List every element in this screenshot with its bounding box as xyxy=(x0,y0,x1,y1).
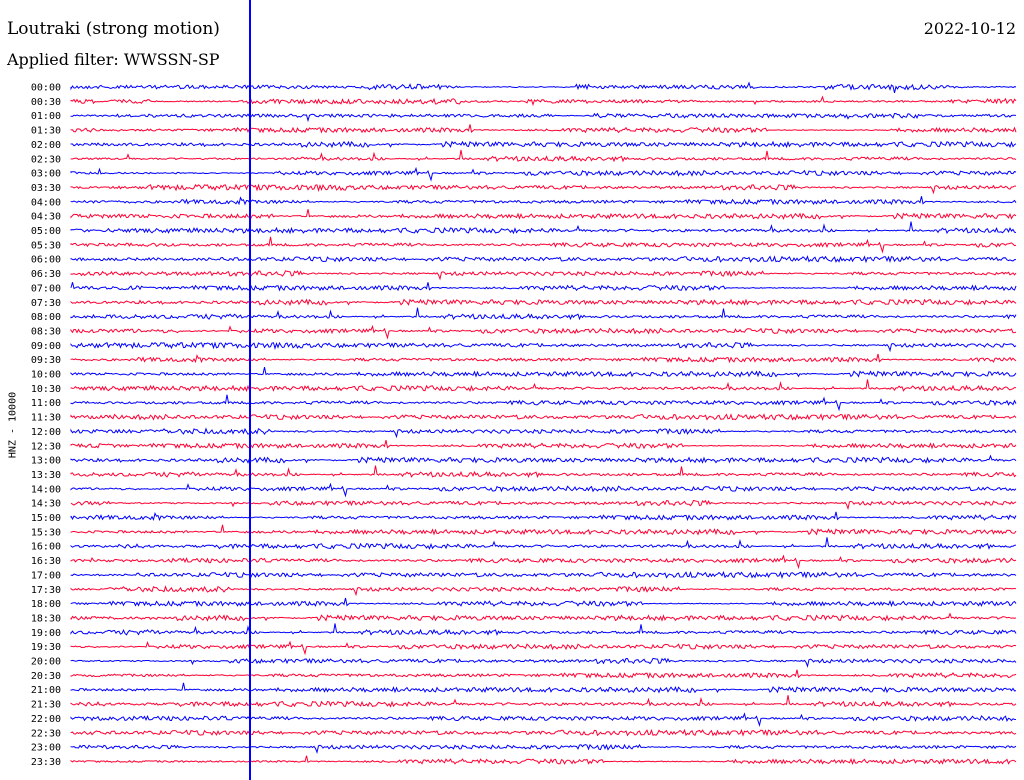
time-label: 01:00 xyxy=(30,111,61,123)
time-label: 20:30 xyxy=(30,670,61,682)
time-label: 11:00 xyxy=(30,398,61,410)
time-label: 23:30 xyxy=(30,756,61,768)
time-label: 23:00 xyxy=(30,742,61,754)
trace-line xyxy=(71,343,1016,351)
time-label: 07:30 xyxy=(30,297,61,309)
time-label: 00:00 xyxy=(30,82,61,94)
time-label: 10:30 xyxy=(30,383,61,395)
time-label: 12:00 xyxy=(30,426,61,438)
trace-line xyxy=(71,745,1016,753)
time-label: 02:00 xyxy=(30,139,61,151)
time-label: 04:00 xyxy=(30,197,61,209)
trace-line xyxy=(71,395,1016,410)
time-label: 07:00 xyxy=(30,283,61,295)
trace-line xyxy=(71,415,1016,420)
time-label: 22:00 xyxy=(30,713,61,725)
trace-line xyxy=(71,658,1016,666)
channel-label: HNZ - 10000 xyxy=(7,391,19,459)
trace-line xyxy=(71,501,1016,509)
trace-line xyxy=(71,380,1016,391)
trace-line xyxy=(71,271,1016,279)
time-label: 08:30 xyxy=(30,326,61,338)
trace-line xyxy=(71,237,1016,252)
trace-line xyxy=(71,512,1016,520)
trace-line xyxy=(71,642,1016,653)
time-label: 01:30 xyxy=(30,125,61,137)
time-label: 09:00 xyxy=(30,340,61,352)
time-label: 06:30 xyxy=(30,269,61,281)
trace-line xyxy=(71,456,1016,463)
time-label: 06:00 xyxy=(30,254,61,266)
trace-line xyxy=(71,185,1016,193)
time-label: 02:30 xyxy=(30,154,61,166)
trace-line xyxy=(71,150,1016,161)
trace-line xyxy=(71,83,1016,93)
trace-line xyxy=(71,756,1016,764)
trace-line xyxy=(71,429,1016,437)
time-label: 09:30 xyxy=(30,355,61,367)
time-label: 04:30 xyxy=(30,211,61,223)
trace-line xyxy=(71,124,1016,132)
date-label: 2022-10-12 xyxy=(923,19,1016,38)
trace-line xyxy=(71,714,1016,725)
time-label: 03:00 xyxy=(30,168,61,180)
trace-line xyxy=(71,598,1016,606)
time-label: 11:30 xyxy=(30,412,61,424)
trace-line xyxy=(71,466,1016,477)
time-label: 17:30 xyxy=(30,584,61,596)
time-label: 19:00 xyxy=(30,627,61,639)
filter-label: Applied filter: WWSSN-SP xyxy=(7,50,220,69)
trace-line xyxy=(71,367,1016,376)
trace-line xyxy=(71,142,1016,147)
trace-line xyxy=(71,572,1016,577)
time-label: 22:30 xyxy=(30,728,61,740)
trace-line xyxy=(71,97,1016,105)
time-label: 14:30 xyxy=(30,498,61,510)
trace-line xyxy=(71,209,1016,219)
time-label: 12:30 xyxy=(30,441,61,453)
time-label: 13:00 xyxy=(30,455,61,467)
trace-line xyxy=(71,257,1016,262)
time-label: 17:00 xyxy=(30,570,61,582)
trace-line xyxy=(71,308,1016,319)
time-label: 16:30 xyxy=(30,556,61,568)
trace-line xyxy=(71,614,1016,621)
time-label: 15:30 xyxy=(30,527,61,539)
time-label: 10:00 xyxy=(30,369,61,381)
trace-line xyxy=(71,525,1016,535)
time-label: 14:00 xyxy=(30,484,61,496)
trace-line xyxy=(71,730,1016,735)
time-label: 05:00 xyxy=(30,226,61,237)
time-label: 08:00 xyxy=(30,312,61,324)
trace-line xyxy=(71,196,1016,204)
time-label: 13:30 xyxy=(30,469,61,481)
trace-line xyxy=(71,556,1016,567)
trace-line xyxy=(71,169,1016,180)
trace-line xyxy=(71,354,1016,362)
trace-line xyxy=(71,537,1016,548)
trace-line xyxy=(71,114,1016,121)
time-label: 03:30 xyxy=(30,182,61,194)
time-label: 15:00 xyxy=(30,513,61,524)
trace-line xyxy=(71,222,1016,233)
station-title: Loutraki (strong motion) xyxy=(7,19,220,39)
trace-line xyxy=(71,623,1016,634)
time-label: 18:30 xyxy=(30,613,61,625)
time-label: 18:00 xyxy=(30,599,61,611)
time-label: 21:00 xyxy=(30,685,61,697)
trace-line xyxy=(71,695,1016,706)
time-label: 00:30 xyxy=(30,96,61,108)
time-label: 21:30 xyxy=(30,699,61,711)
time-label: 20:00 xyxy=(30,656,61,668)
time-label: 16:00 xyxy=(30,541,61,553)
trace-line xyxy=(71,300,1016,305)
trace-line xyxy=(71,670,1016,678)
trace-line xyxy=(71,484,1016,495)
time-label: 19:30 xyxy=(30,642,61,654)
trace-line xyxy=(71,326,1016,337)
trace-line xyxy=(71,587,1016,595)
time-label: 05:30 xyxy=(30,240,61,252)
trace-line xyxy=(71,440,1016,448)
trace-line xyxy=(71,683,1016,692)
trace-line xyxy=(71,282,1016,290)
